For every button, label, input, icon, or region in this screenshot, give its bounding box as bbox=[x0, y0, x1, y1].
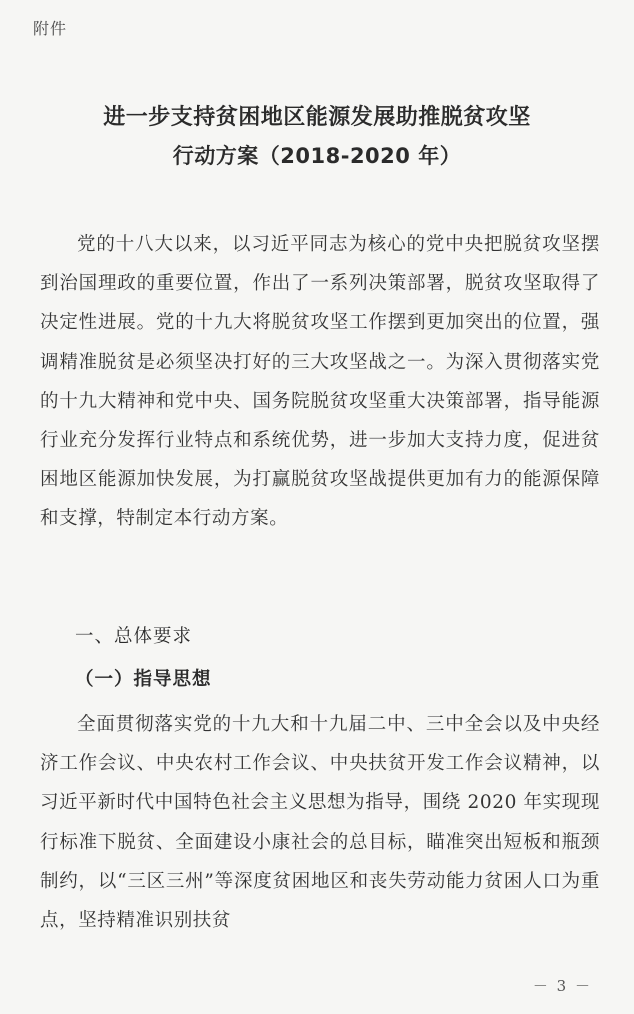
page-number: － 3 － bbox=[532, 977, 592, 995]
subsection-heading-guiding-ideology: （一）指导思想 bbox=[75, 669, 212, 690]
document-title-line2: 行动方案（2018-2020 年） bbox=[172, 144, 462, 168]
intro-paragraph: 党的十八大以来，以习近平同志为核心的党中央把脱贫攻坚摆到治国理政的重要位置，作出了一系列决策部署，脱贫攻坚取得了决定性进展。党的十九大将脱贫攻坚工作摆到更加突出的位置，强调精准脱贫是必须坚决打好的三大攻坚战之一。为深入贯彻落实党的十九大精神和党中央、国务院脱贫攻坚重大决策部署，指导能源行业充分发挥行业特点和系统优势，进一步加大支持力度，促进贫困地区能源加快发展，为打赢脱贫攻坚战提供更加有力的能源保障和支撑，特制定本行动方案。 bbox=[40, 234, 600, 530]
attachment-label: 附件 bbox=[33, 19, 68, 38]
guiding-ideology-paragraph: 全面贯彻落实党的十九大和十九届二中、三中全会以及中央经济工作会议、中央农村工作会议、中央扶贫开发工作会议精神，以习近平新时代中国特色社会主义思想为指导，围绕 2020 年实现现行标准下脱贫、全面建设小康社会的总目标，瞄准突出短板和瓶颈制约，以“三区三州”等深度贫困地区和丧失劳动能力贫困人口为重点，坚持精准识别扶贫 bbox=[40, 714, 600, 932]
section-heading-general-requirements: 一、总体要求 bbox=[75, 626, 193, 647]
document-title-line1: 进一步支持贫困地区能源发展助推脱贫攻坚 bbox=[103, 105, 531, 130]
